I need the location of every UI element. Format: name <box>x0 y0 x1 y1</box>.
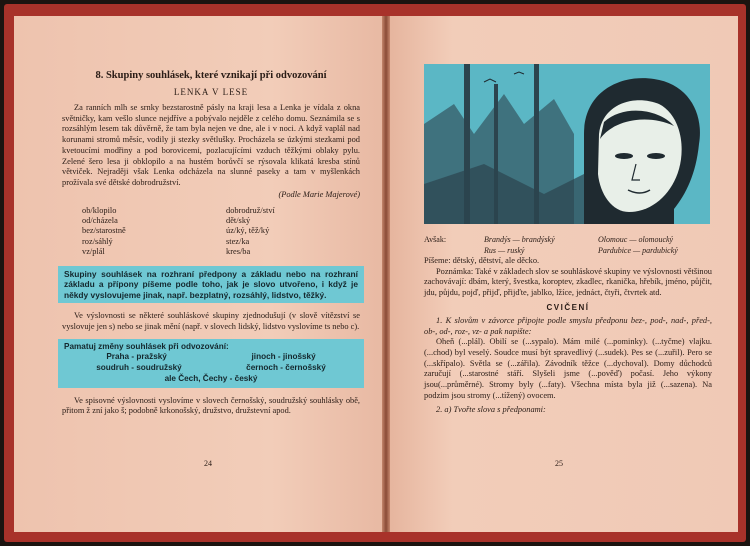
pronunciation-paragraph: Ve výslovnosti se některé souhláskové skupiny zjednodušují (v slově vítězství se vyslovuje jen s) nebo se jinak mění (např. v slovech lidský, lidstvo vyslovíme ts nebo c). <box>62 311 360 331</box>
word-item: dobrodruž/ství <box>226 205 275 215</box>
note-paragraph: Poznámka: Také v základech slov se souhláskové skupiny ve výslovnosti většinou zachovávají: dbám, který, švestka, koroptev, zkadlec, rkanička, hřebík, jméno, půjčit, jdu, půjdu, pojď, přijď, přijďte, jablko, lžíce, jednáct, čtyři, čtvrtek atd. <box>424 266 712 298</box>
word-item: úz/ký, těž/ký <box>226 226 270 236</box>
word-item: stez/ka <box>226 236 250 246</box>
left-page <box>14 16 382 532</box>
remember-item: jinoch - jinošský <box>251 352 316 362</box>
right-page <box>390 16 738 532</box>
word-item: kres/ba <box>226 247 251 257</box>
book-gutter <box>382 16 390 532</box>
exercises-heading: CVIČENÍ <box>546 302 590 312</box>
book-spread <box>4 4 746 542</box>
word-item: dět/ský <box>226 216 251 226</box>
standard-pronunciation-paragraph: Ve spisovné výslovnosti vyslovíme v slovech černošský, soudružský souhlásky obě, přitom ž zní jako š; podobně krkonošský, družstvo, družstevní apod. <box>62 395 360 416</box>
piseme-line: Píšeme: dětský, dětství, ale děcko. <box>424 256 540 265</box>
word-split-list <box>62 206 360 258</box>
page-number: 24 <box>204 459 212 468</box>
exercise-1-title: 1. K slovům v závorce připojte podle smyslu předponu bez-, pod-, nad-, před-, ob-, od-, roz-, vz- a pak napište: <box>424 315 712 336</box>
remember-item: soudruh - soudružský <box>96 363 182 373</box>
avsak-label: Avšak: <box>424 235 447 244</box>
remember-item: ale Čech, Čechy - český <box>164 373 258 383</box>
word-item: ob/klopilo <box>82 205 117 215</box>
example-pair: Brandýs — brandýský <box>484 235 555 244</box>
exercise-2-title: 2. a) Tvořte slova s předponami: <box>436 405 546 415</box>
story-attribution: (Podle Marie Majerové) <box>278 189 360 199</box>
example-pair: Rus — ruský <box>484 245 525 255</box>
word-item: bez/starostně <box>82 226 126 236</box>
remember-item: Praha - pražský <box>106 352 167 362</box>
remember-box <box>58 339 364 388</box>
remember-item: černoch - černošský <box>246 363 326 373</box>
forest-girl-illustration <box>424 64 710 224</box>
exercise-1-text: Oheň (...plál). Obilí se (...sypalo). Mám milé (...pominky). (...tyčme) vlajku. (...chod) byl veselý. Soudce musí být spravedlivý (...sudek). Pes se (...zuřil). Pero se (...skřípalo). Světla se (...zářila). Závodník těžce (...dychoval). Domy důchodců zaručují (...starostné stáří. Slyšeli jsme (...pověď) počasí. Jeho výkony jsou(...průměrné). Stromy byly (...faty). Všechna místa byla již (...sazena). Na podzim jsou stromy (...tížený) ovocem. <box>424 337 712 400</box>
word-item: vz/plál <box>82 247 105 257</box>
story-text: Za ranních mlh se srnky bezstarostně pásly na kraji lesa a Lenka je vídala z okna světničky, kam vešlo slunce nejdříve a pobývalo nejděle z celého domu. Seznámila se s rozsáhlým lesem tak důvěrně, že tam byla nejen ve dne, ale i v noci. A když vaplál nad korunami stromů měsíc, vodily ji stezky světlušky. Procházela se úzkými stezkami pod kvetoucími modřiny a pod borovicemi, pozlacujícími vzduch těžkými oblaky pylu. Zelené šero lesa ji obklopilo a na hustém borůvčí se rýsovala klikatá kresba stínů větviček. Nejraději však Lenka odcházela na slunné paseky a tam v myšlenkách prožívala své dětské dobrodružství. <box>62 103 360 187</box>
word-item: od/cházela <box>82 216 118 226</box>
remember-box-title: Pamatuj změny souhlásek při odvozování: <box>64 341 229 351</box>
word-item: roz/sáhlý <box>82 236 113 246</box>
example-pair: Pardubice — pardubický <box>598 245 678 255</box>
section-title: 8. Skupiny souhlásek, které vznikají při odvozování <box>95 70 327 81</box>
example-pair: Olomouc — olomoucký <box>598 235 674 244</box>
avsak-examples <box>424 235 712 256</box>
page-number: 25 <box>555 459 563 468</box>
story-title: LENKA V LESE <box>173 87 249 97</box>
rule-box: Skupiny souhlásek na rozhraní předpony a základu nebo na rozhraní základu a přípony píšeme podle toho, jak je slovo utvořeno, i když je někdy vyslovujeme jinak, např. bezplatný, rozsáhlý, lidstvo, těžký. <box>58 266 364 304</box>
